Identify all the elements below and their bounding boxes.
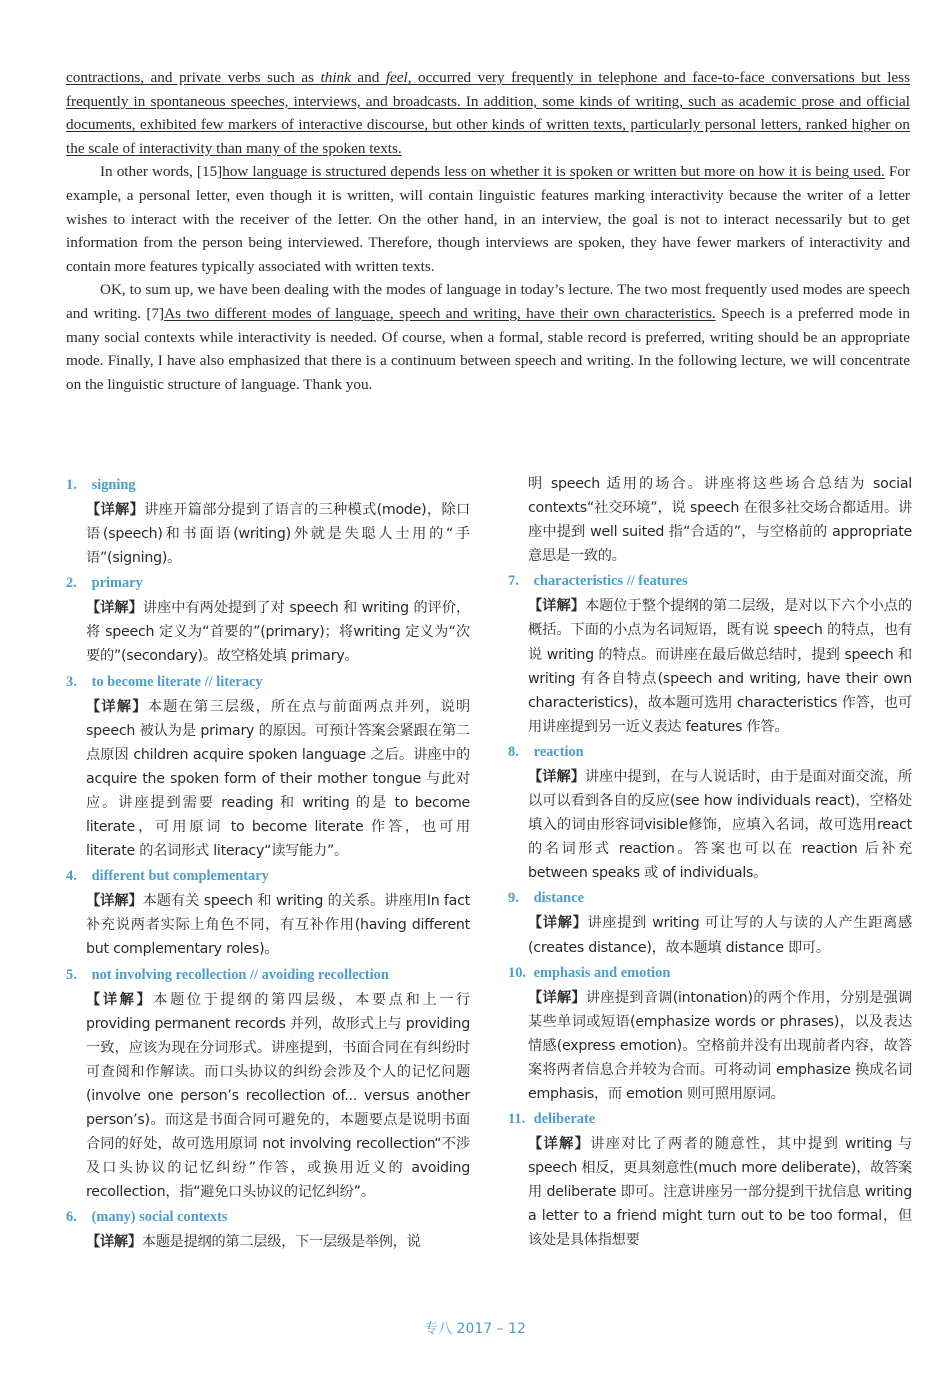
explanation-text: 讲座提到 writing 可让写的人与读的人产生距离感(creates distance)，故本题填 distance 即可。	[528, 915, 912, 956]
answer-text: characteristics // features	[530, 573, 688, 590]
explanation-text: 讲座提到音调(intonation)的两个作用，分别是强调某些单词或短语(emphasize words or phrases)，以及表达情感(express emotion)。空格前并没有出现前者内容，故答案将两者信息合并较为合而。可将动词 emphasize 换成名词 emphasis，而 emotion 则可照用原词。	[528, 989, 912, 1102]
explanation-text: 讲座中有两处提到了对 speech 和 writing 的评价，将 speech 定义为“首要的”(primary)；将writing 定义为“次要的”(secondary)。故空格处填 primary。	[86, 600, 470, 665]
transcript-paragraph-1	[66, 66, 910, 160]
underlined-phrase: , occurred very frequently in telephone and face-to-face conversations but less frequently in spontaneous speeches, interviews, and broadcasts. In addition, some kinds of writing, such as academic prose and official documents, exhibited few markers of interactive discourse, but other kinds of written texts, particularly personal letters, ranked higher on the scale of interactivity than many of the spoken texts.	[66, 69, 910, 157]
answer-text: emphasis and emotion	[530, 964, 671, 981]
answer-heading	[66, 866, 470, 887]
explanation-tag: 【详解】	[86, 502, 145, 518]
answer-explanation	[66, 1230, 470, 1254]
underlined-phrase: feel	[385, 69, 408, 86]
answer-text: signing	[88, 477, 136, 493]
answer-number: 7.	[508, 573, 519, 590]
answer-number: 9.	[508, 890, 519, 907]
explanation-text: 讲座开篇部分提到了语言的三种模式(mode)，除口语(speech)和书面语(writing)外就是失聪人士用的“手语”(signing)。	[86, 502, 470, 567]
explanation-text: 本题在第三层级，所在点与前面两点并列，说明 speech 被认为是 primary 的原因。可预计答案会紧跟在第二点原因 children acquire spoken language 之后。讲座中的 acquire the spoken form of their mother tongue 与此对应。讲座提到需要 reading 和 writing 的是 to become literate，可用原词 to become literate 作答，也可用 literate 的名词形式 literacy“读写能力”。	[86, 698, 470, 860]
answer-text: primary	[88, 575, 143, 592]
answer-explanation	[508, 1132, 912, 1252]
answer-text: to become literate // literacy	[88, 673, 263, 690]
answer-number: 10.	[508, 964, 526, 981]
answer-text: deliberate	[530, 1111, 596, 1128]
explanation-text: 讲座对比了两者的随意性，其中提到 writing 与 speech 相反，更具刻意性(much more deliberate)，故答案用 deliberate 即可。注意讲座另一部分提到干扰信息 writing a letter to a friend might turn out to be too formal，但该处是具体指想要	[528, 1136, 912, 1249]
explanation-tag: 【详解】	[86, 600, 143, 617]
explanation-tag: 【详解】	[86, 1234, 142, 1251]
answer-heading	[66, 965, 470, 986]
answer-heading	[508, 571, 912, 592]
transcript-text: Speech is a preferred mode in many social contexts while interactivity is needed. Of course, when a formal, stable record is preferred, writing should be an appropriate mode. Finally, I have also emphasized that there is a continuum between speech and writing. In the following lecture, we will concentrate on the linguistic structure of language. Thank you.	[66, 304, 910, 393]
answer-explanation	[508, 765, 912, 885]
transcript-text: For example, a personal letter, even though it is written, will contain linguistic features marking interactivity because the writer of a letter wishes to interact with the receiver of the letter. On the other hand, in an interview, the goal is not to interact necessarily but to get information from the person being interviewed. Therefore, though interviews are spoken, they have fewer markers of interactivity and contain more features typically associated with written texts.	[66, 163, 910, 275]
answer-heading	[66, 672, 470, 693]
explanation-tag: 【详解】	[528, 989, 586, 1006]
answer-explanation	[508, 594, 912, 739]
answer-number: 5.	[66, 966, 77, 983]
answer-explanation	[66, 596, 470, 668]
transcript-text: In other words, [15]	[100, 163, 223, 181]
explanation-continuation: 明 speech 适用的场合。讲座将这些场合总结为 social contexts“社交环境”，说 speech 在很多社交场合都适用。讲座中提到 well suited 指“合适的”，与空格前的 appropriate 意思是一致的。	[528, 476, 912, 565]
underlined-phrase: how language is structured depends less on whether it is spoken or written but more on how it is being used.	[222, 163, 885, 181]
answer-heading	[66, 1207, 470, 1228]
answer-heading	[66, 573, 470, 594]
answer-heading	[508, 963, 912, 984]
answer-number: 3.	[66, 673, 77, 690]
answer-heading	[508, 742, 912, 763]
answer-text: different but complementary	[88, 868, 269, 885]
answer-number: 8.	[508, 743, 519, 760]
answer-column-right	[508, 472, 912, 1253]
answer-text: not involving recollection // avoiding recollection	[88, 966, 389, 983]
answer-heading	[508, 888, 912, 909]
explanation-text: 本题有关 speech 和 writing 的关系。讲座用In fact 补充说两者实际上角色不同，有互补作用(having different but complementary roles)。	[86, 893, 470, 958]
underlined-phrase: contractions, and private verbs such as	[66, 69, 321, 86]
answer-explanation	[508, 911, 912, 959]
underlined-phrase: think	[320, 69, 351, 86]
explanation-tag: 【详解】	[528, 768, 585, 785]
explanation-tag: 【详解】	[86, 991, 154, 1008]
answer-explanation	[66, 889, 470, 961]
answer-heading	[508, 1109, 912, 1130]
answer-number: 4.	[66, 868, 77, 885]
transcript-paragraph-3	[66, 278, 910, 396]
answer-explanation	[66, 695, 470, 864]
explanation-tag: 【详解】	[528, 1136, 591, 1153]
explanation-tag: 【详解】	[86, 893, 143, 910]
explanation-text: 本题位于整个提纲的第二层级，是对以下六个小点的概括。下面的小点为名词短语，既有说 speech 的特点，也有说 writing 的特点。而讲座在最后做总结时，提到 speech 和 writing 有各自特点(speech and writing, have their own characteristics)，故本题可选用 characteristics 作答，也可用讲座提到另一近义表达 features 作答。	[528, 598, 912, 735]
answer-column-left	[66, 472, 470, 1254]
answer-number: 6.	[66, 1209, 77, 1226]
answer-number: 2.	[66, 575, 77, 592]
underlined-phrase: As two different modes of language, speech and writing, have their own characteristics.	[164, 304, 716, 322]
transcript-text: OK, to sum up, we have been dealing with the modes of language in today’s lecture. The two most frequently used modes are speech and writing. [7]	[66, 281, 910, 322]
explanation-text: 本题是提纲的第二层级，下一层级是举例，说	[141, 1234, 421, 1251]
answer-explanation	[66, 988, 470, 1205]
explanation-tag: 【详解】	[528, 915, 588, 932]
answer-text: (many) social contexts	[88, 1209, 228, 1226]
underlined-phrase: and	[350, 69, 386, 86]
lecture-transcript	[66, 66, 910, 396]
answer-text: reaction	[530, 743, 584, 760]
explanation-tag: 【详解】	[86, 698, 148, 715]
transcript-paragraph-2	[66, 160, 910, 278]
explanation-text: 讲座中提到，在与人说话时，由于是面对面交流，所以可以看到各自的反应(see how individuals react)，空格处填入的词由形容词visible修饰，应填入名词，故可选用react的名词形式 reaction。答案也可以在 reaction 后补充 between speaks 或 of individuals。	[528, 768, 912, 882]
answer-explanation	[66, 498, 470, 570]
page-footer: 专八 2017 – 12	[424, 1321, 526, 1337]
answer-text: distance	[530, 890, 584, 907]
answer-number: 11.	[508, 1111, 526, 1128]
answer-explanation	[508, 986, 912, 1106]
answer-heading	[66, 475, 470, 496]
answer-number: 1.	[66, 477, 77, 493]
explanation-tag: 【详解】	[528, 598, 585, 615]
explanation-text: 本题位于提纲的第四层级，本要点和上一行providing permanent records 并列，故形式上与 providing 一致，应该为现在分词形式。讲座提到，书面合同在有纠纷时可查阅和作解读。而口头协议的纠纷会涉及个人的记忆问题(involve one person’s recollection of... versus another person’s)。而这是书面合同可避免的，本题要点是说明书面合同的好处，故可选用原词 not involving recollection“不涉及口头协议的记忆纠纷”作答，或换用近义的 avoiding recollection，指“避免口头协议的记忆纠纷”。	[86, 991, 470, 1201]
